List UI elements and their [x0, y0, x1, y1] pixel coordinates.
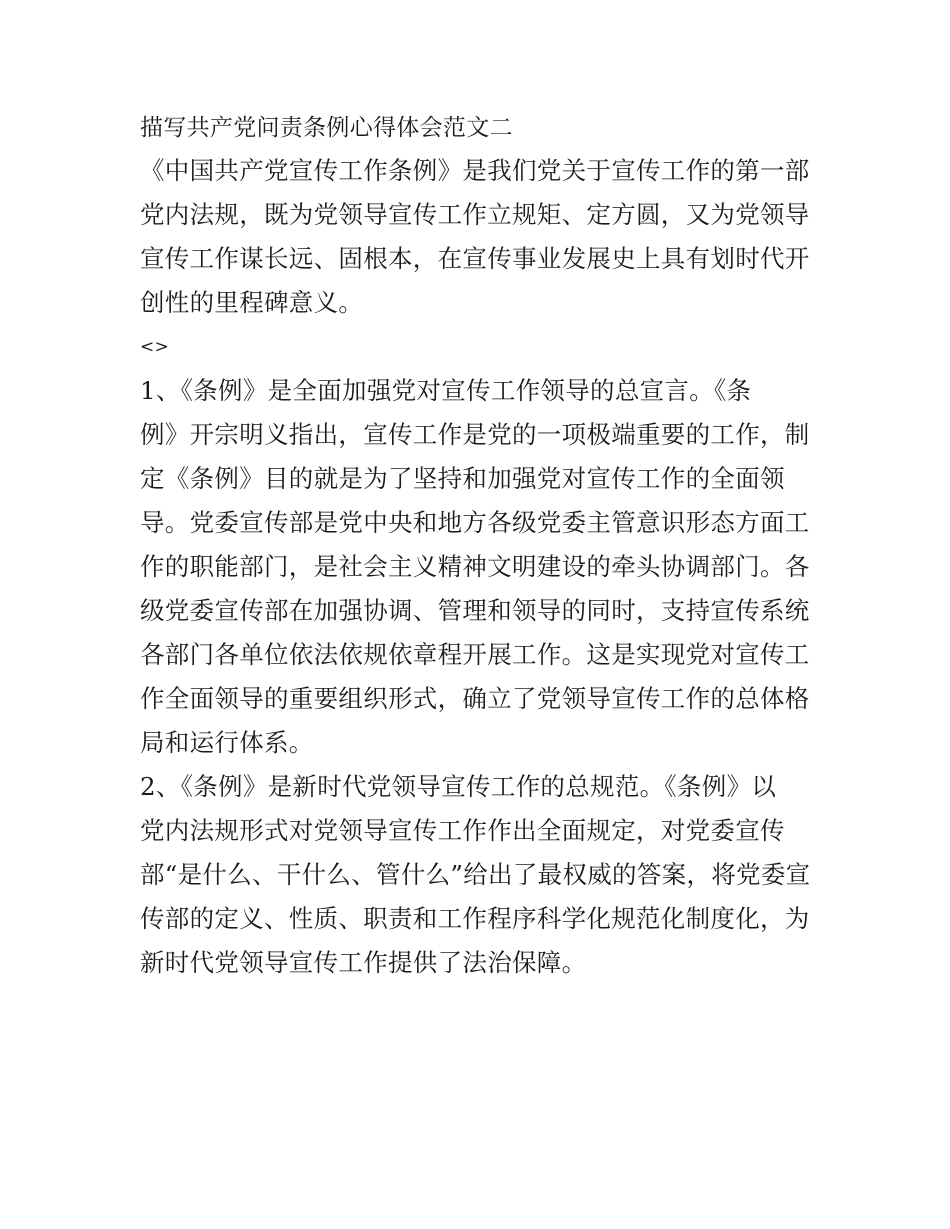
document-body	[140, 108, 814, 985]
point-1-paragraph	[140, 369, 814, 765]
paragraph-line: 作的职能部门，是社会主义精神文明建设的牵头协调部门。各	[140, 552, 810, 581]
paragraph-line: 部“是什么、干什么、管什么”给出了最权威的答案，将党委宣	[140, 860, 811, 889]
paragraph-line: 级党委宣传部在加强协调、管理和领导的同时，支持宣传系统	[140, 596, 810, 625]
paragraph-line: 创性的里程碑意义。	[140, 288, 364, 317]
paragraph-line: 宣传工作谋长远、固根本，在宣传事业发展史上具有划时代开	[140, 244, 810, 273]
paragraph-line: 党内法规形式对党领导宣传工作作出全面规定，对党委宣传	[140, 816, 785, 845]
paragraph-line: 党内法规，既为党领导宣传工作立规矩、定方圆，又为党领导	[140, 200, 810, 229]
paragraph-line: 例》开宗明义指出，宣传工作是党的一项极端重要的工作，制	[140, 420, 810, 449]
paragraph-line: 各部门各单位依法依规依章程开展工作。这是实现党对宣传工	[140, 640, 810, 669]
paragraph-line: 新时代党领导宣传工作提供了法治保障。	[140, 948, 587, 977]
intro-paragraph	[140, 149, 814, 325]
paragraph-line: 定《条例》目的就是为了坚持和加强党对宣传工作的全面领	[140, 464, 785, 493]
paragraph-line: 局和运行体系。	[140, 728, 314, 757]
section-marker: <>	[140, 337, 170, 357]
point-2-paragraph	[140, 765, 814, 985]
paragraph-line: 传部的定义、性质、职责和工作程序科学化规范化制度化，为	[140, 904, 810, 933]
paragraph-line: 1、《条例》是全面加强党对宣传工作领导的总宣言。《条	[140, 376, 752, 405]
paragraph-line: 2、《条例》是新时代党领导宣传工作的总规范。《条例》以	[140, 772, 777, 801]
paragraph-line: 《中国共产党宣传工作条例》是我们党关于宣传工作的第一部	[140, 156, 810, 185]
document-title: 描写共产党问责条例心得体会范文二	[140, 115, 513, 141]
paragraph-line: 作全面领导的重要组织形式，确立了党领导宣传工作的总体格	[140, 684, 810, 713]
paragraph-line: 导。党委宣传部是党中央和地方各级党委主管意识形态方面工	[140, 508, 810, 537]
